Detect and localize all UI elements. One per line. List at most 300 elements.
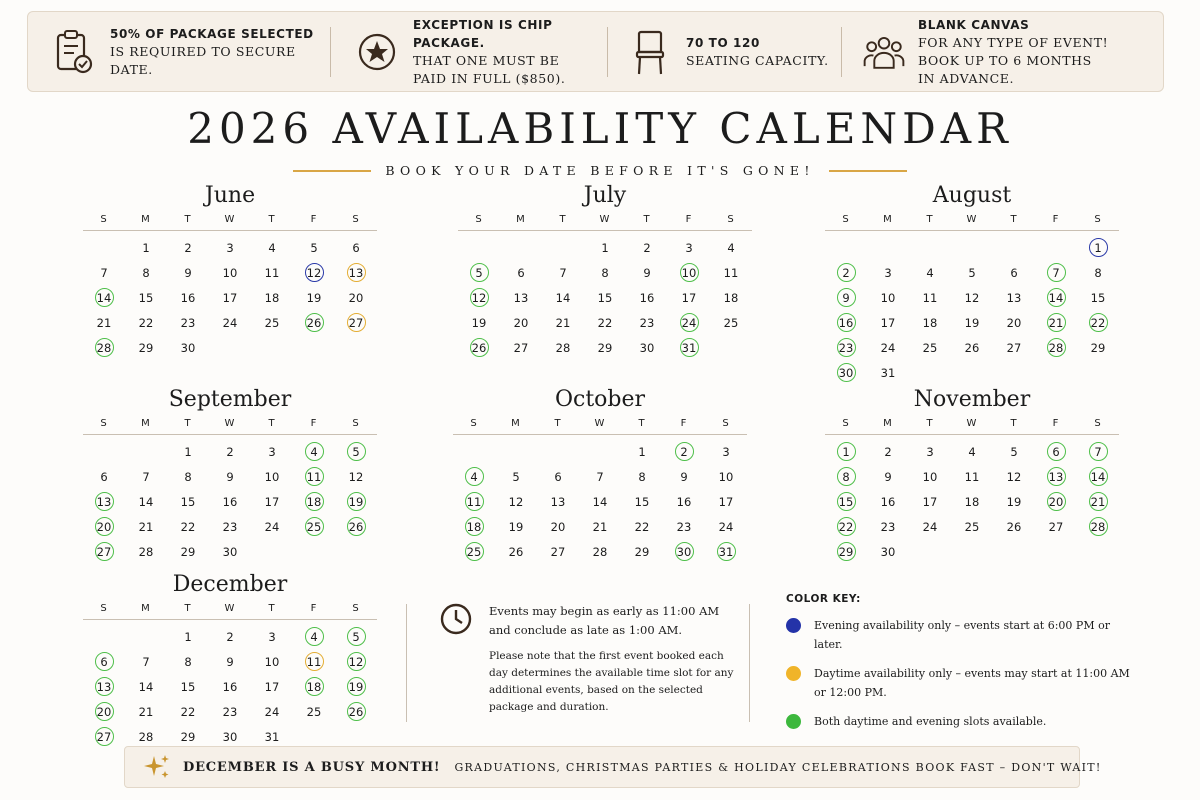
available-day-both[interactable] <box>335 439 377 464</box>
week-row <box>458 310 752 335</box>
day-number: 7 <box>142 654 150 669</box>
day-number: 11 <box>465 492 484 511</box>
day-grid <box>458 231 752 360</box>
calendar-day <box>335 464 377 489</box>
calendar-day <box>500 260 542 285</box>
hours-note: Please note that the first event booked each day determines the available time slot for any additional events, based on the selected package and duration. <box>489 650 734 713</box>
available-day-both[interactable] <box>335 624 377 649</box>
chip-line-1: THAT ONE MUST BE <box>413 52 560 68</box>
calendar-day <box>621 464 663 489</box>
calendar-day <box>867 439 909 464</box>
calendar-day <box>626 310 668 335</box>
page-title: 2026 AVAILABILITY CALENDAR <box>187 104 1013 153</box>
empty-day <box>542 235 584 260</box>
day-number: 15 <box>180 494 196 509</box>
empty-day <box>1035 235 1077 260</box>
available-day-both[interactable] <box>458 335 500 360</box>
key-daytime-text: Daytime availability only – events may start at 11:00 AM or 12:00 PM. <box>814 667 1130 699</box>
day-number: 25 <box>964 519 980 534</box>
available-day-both[interactable] <box>83 649 125 674</box>
day-number: 15 <box>1090 290 1106 305</box>
calendar-day <box>993 514 1035 539</box>
calendar-day <box>1077 260 1119 285</box>
calendar-day <box>710 310 752 335</box>
day-number: 19 <box>347 492 366 511</box>
calendar-day <box>251 235 293 260</box>
weekday-header <box>458 210 752 231</box>
day-number: 9 <box>643 265 651 280</box>
day-number: 10 <box>222 265 238 280</box>
calendar-day <box>537 539 579 564</box>
available-day-both[interactable] <box>1077 489 1119 514</box>
day-number: 13 <box>513 290 529 305</box>
available-day-both[interactable] <box>1035 310 1077 335</box>
weekday-label: T <box>554 418 562 429</box>
available-day-both[interactable] <box>825 489 867 514</box>
day-number: 8 <box>837 467 856 486</box>
month-title: August <box>932 183 1012 208</box>
calendar-day <box>83 310 125 335</box>
available-day-both[interactable] <box>825 439 867 464</box>
calendar-day <box>710 285 752 310</box>
subtitle-row <box>0 163 1200 178</box>
available-day-both[interactable] <box>83 285 125 310</box>
calendar-day <box>579 514 621 539</box>
day-number: 13 <box>95 492 114 511</box>
calendar-day <box>1077 285 1119 310</box>
day-number: 7 <box>142 469 150 484</box>
weekday-header <box>83 599 377 620</box>
day-number: 26 <box>347 517 366 536</box>
available-day-both[interactable] <box>453 464 495 489</box>
weekday-label: S <box>1094 214 1102 225</box>
week-row <box>453 439 747 464</box>
day-number: 10 <box>880 290 896 305</box>
day-number: 15 <box>837 492 856 511</box>
month-title: December <box>172 572 288 597</box>
calendar-day <box>167 439 209 464</box>
calendar-day <box>867 489 909 514</box>
day-number: 12 <box>1006 469 1022 484</box>
calendar-day <box>951 310 993 335</box>
weekday-label: S <box>470 418 478 429</box>
day-number: 15 <box>180 679 196 694</box>
available-day-both[interactable] <box>705 539 747 564</box>
star-badge-icon <box>355 30 399 74</box>
blank-canvas-info <box>842 12 1142 91</box>
day-number: 17 <box>264 494 280 509</box>
day-number: 2 <box>643 240 651 255</box>
day-number: 5 <box>310 240 318 255</box>
day-number: 21 <box>96 315 112 330</box>
calendar-day <box>668 285 710 310</box>
yellow-dot-icon <box>786 666 801 681</box>
day-number: 11 <box>305 652 324 671</box>
calendar-day <box>1077 335 1119 360</box>
available-day-both[interactable] <box>1077 439 1119 464</box>
calendar-day <box>167 335 209 360</box>
day-number: 1 <box>837 442 856 461</box>
calendar-day <box>909 335 951 360</box>
calendar-day <box>579 464 621 489</box>
day-number: 31 <box>264 729 280 744</box>
available-day-both[interactable] <box>663 539 705 564</box>
available-day-both[interactable] <box>1035 439 1077 464</box>
clock-icon <box>439 602 473 642</box>
week-row <box>825 439 1119 464</box>
empty-day <box>335 539 377 564</box>
empty-day <box>1035 360 1077 385</box>
day-number: 14 <box>1089 467 1108 486</box>
day-number: 22 <box>138 315 154 330</box>
week-row <box>83 489 377 514</box>
weekday-label: F <box>685 214 693 225</box>
weekday-header <box>825 414 1119 435</box>
month-june <box>83 182 377 360</box>
day-grid <box>825 231 1119 385</box>
day-number: 15 <box>597 290 613 305</box>
available-day-daytime[interactable] <box>335 260 377 285</box>
day-number: 9 <box>680 469 688 484</box>
available-day-both[interactable] <box>825 335 867 360</box>
day-number: 23 <box>837 338 856 357</box>
calendar-day <box>626 260 668 285</box>
day-number: 12 <box>964 290 980 305</box>
calendar-day <box>251 699 293 724</box>
week-row <box>83 699 377 724</box>
calendar-day <box>251 285 293 310</box>
day-number: 14 <box>555 290 571 305</box>
available-day-both[interactable] <box>453 514 495 539</box>
week-row <box>453 464 747 489</box>
available-day-both[interactable] <box>83 674 125 699</box>
day-number: 5 <box>1010 444 1018 459</box>
calendar-day <box>167 649 209 674</box>
calendar-day <box>495 514 537 539</box>
calendar-day <box>584 285 626 310</box>
chair-icon <box>628 30 672 74</box>
week-row <box>825 310 1119 335</box>
day-number: 6 <box>100 469 108 484</box>
calendar-day <box>251 514 293 539</box>
available-day-both[interactable] <box>668 310 710 335</box>
available-day-both[interactable] <box>825 464 867 489</box>
calendar-day <box>867 310 909 335</box>
weekday-label: M <box>141 214 151 225</box>
weekday-header <box>83 414 377 435</box>
day-number: 8 <box>638 469 646 484</box>
day-number: 8 <box>184 654 192 669</box>
available-day-both[interactable] <box>458 260 500 285</box>
calendar-day <box>167 674 209 699</box>
calendar-day <box>621 439 663 464</box>
day-number: 12 <box>347 652 366 671</box>
day-number: 12 <box>508 494 524 509</box>
available-day-both[interactable] <box>1035 489 1077 514</box>
available-day-both[interactable] <box>458 285 500 310</box>
calendar-day <box>537 514 579 539</box>
weekday-label: W <box>594 418 606 429</box>
empty-day <box>495 439 537 464</box>
canvas-line-2: BOOK UP TO 6 MONTHS <box>918 52 1092 68</box>
available-day-both[interactable] <box>293 624 335 649</box>
day-number: 23 <box>180 315 196 330</box>
week-row <box>453 539 747 564</box>
calendar-day <box>621 514 663 539</box>
day-number: 4 <box>727 240 735 255</box>
available-day-both[interactable] <box>1035 285 1077 310</box>
empty-day <box>993 360 1035 385</box>
calendar-day <box>125 699 167 724</box>
day-number: 11 <box>305 467 324 486</box>
deposit-info <box>28 12 330 91</box>
week-row <box>453 489 747 514</box>
empty-day <box>1035 539 1077 564</box>
day-number: 27 <box>347 313 366 332</box>
day-number: 7 <box>100 265 108 280</box>
available-day-both[interactable] <box>453 539 495 564</box>
day-number: 21 <box>555 315 571 330</box>
available-day-both[interactable] <box>453 489 495 514</box>
weekday-label: M <box>511 418 521 429</box>
calendar-day <box>251 674 293 699</box>
weekday-label: S <box>722 418 730 429</box>
day-number: 26 <box>347 702 366 721</box>
week-row <box>825 489 1119 514</box>
month-november <box>825 386 1119 564</box>
calendar-day <box>251 310 293 335</box>
calendar-day <box>909 310 951 335</box>
available-day-both[interactable] <box>825 285 867 310</box>
available-day-both[interactable] <box>825 310 867 335</box>
day-number: 4 <box>968 444 976 459</box>
capacity-heading: 70 TO 120 <box>686 35 760 50</box>
weekday-label: S <box>475 214 483 225</box>
available-day-both[interactable] <box>335 514 377 539</box>
notice-heading: DECEMBER IS A BUSY MONTH! <box>183 759 441 775</box>
weekday-label: S <box>100 214 108 225</box>
available-day-both[interactable] <box>83 335 125 360</box>
week-row <box>83 649 377 674</box>
weekday-header <box>453 414 747 435</box>
week-row <box>83 514 377 539</box>
empty-day <box>825 235 867 260</box>
calendar-day <box>867 285 909 310</box>
empty-day <box>579 439 621 464</box>
day-number: 9 <box>884 469 892 484</box>
available-day-both[interactable] <box>335 674 377 699</box>
week-row <box>83 260 377 285</box>
calendar-day <box>710 260 752 285</box>
day-number: 1 <box>184 444 192 459</box>
available-day-both[interactable] <box>825 360 867 385</box>
day-number: 12 <box>470 288 489 307</box>
day-number: 19 <box>508 519 524 534</box>
week-row <box>458 335 752 360</box>
calendar-day <box>537 489 579 514</box>
calendar-day <box>209 699 251 724</box>
calendar-day <box>584 335 626 360</box>
day-number: 14 <box>138 494 154 509</box>
available-day-both[interactable] <box>335 649 377 674</box>
day-number: 13 <box>550 494 566 509</box>
day-number: 16 <box>676 494 692 509</box>
available-day-both[interactable] <box>293 464 335 489</box>
calendar-day <box>909 464 951 489</box>
weekday-label: S <box>1094 418 1102 429</box>
day-number: 7 <box>559 265 567 280</box>
day-number: 20 <box>95 702 114 721</box>
day-grid <box>83 620 377 749</box>
day-number: 2 <box>226 444 234 459</box>
available-day-both[interactable] <box>1077 514 1119 539</box>
day-number: 9 <box>837 288 856 307</box>
calendar-day <box>167 699 209 724</box>
day-number: 11 <box>264 265 280 280</box>
weekday-label: S <box>842 418 850 429</box>
deposit-line: IS REQUIRED TO SECURE DATE. <box>110 43 296 77</box>
weekday-label: T <box>268 214 276 225</box>
chip-heading: EXCEPTION IS CHIP PACKAGE. <box>413 17 553 50</box>
calendar-day <box>993 464 1035 489</box>
day-number: 16 <box>180 290 196 305</box>
available-day-both[interactable] <box>825 260 867 285</box>
available-day-both[interactable] <box>668 260 710 285</box>
calendar-day <box>495 539 537 564</box>
clipboard-check-icon <box>52 30 96 74</box>
calendar-day <box>458 310 500 335</box>
available-day-both[interactable] <box>1077 310 1119 335</box>
day-number: 23 <box>222 519 238 534</box>
available-day-both[interactable] <box>335 699 377 724</box>
available-day-both[interactable] <box>668 335 710 360</box>
week-row <box>825 464 1119 489</box>
day-number: 3 <box>226 240 234 255</box>
capacity-info <box>608 12 841 91</box>
calendar-day <box>951 489 993 514</box>
available-day-both[interactable] <box>293 310 335 335</box>
weekday-label: T <box>184 418 192 429</box>
calendar-day <box>125 285 167 310</box>
day-number: 25 <box>723 315 739 330</box>
week-row <box>825 260 1119 285</box>
day-number: 25 <box>465 542 484 561</box>
day-number: 24 <box>880 340 896 355</box>
day-number: 18 <box>465 517 484 536</box>
available-day-both[interactable] <box>83 489 125 514</box>
day-grid <box>83 435 377 564</box>
week-row <box>83 310 377 335</box>
weekday-label: S <box>100 603 108 614</box>
gold-rule-left <box>293 170 371 172</box>
empty-day <box>293 539 335 564</box>
available-day-both[interactable] <box>825 514 867 539</box>
day-number: 17 <box>718 494 734 509</box>
day-number: 2 <box>184 240 192 255</box>
available-day-both[interactable] <box>293 674 335 699</box>
day-number: 20 <box>348 290 364 305</box>
weekday-label: W <box>599 214 611 225</box>
day-number: 6 <box>517 265 525 280</box>
month-july <box>458 182 752 360</box>
available-day-both[interactable] <box>83 699 125 724</box>
available-day-both[interactable] <box>83 539 125 564</box>
day-number: 3 <box>722 444 730 459</box>
deposit-heading: 50% OF PACKAGE SELECTED <box>110 26 314 41</box>
weekday-label: S <box>842 214 850 225</box>
day-number: 19 <box>964 315 980 330</box>
available-day-both[interactable] <box>1035 260 1077 285</box>
calendar-day <box>584 235 626 260</box>
day-number: 4 <box>465 467 484 486</box>
calendar-day <box>209 235 251 260</box>
day-number: 24 <box>718 519 734 534</box>
available-day-both[interactable] <box>83 724 125 749</box>
day-number: 30 <box>837 363 856 382</box>
event-hours-info <box>439 602 739 724</box>
day-grid <box>83 231 377 360</box>
day-number: 6 <box>1010 265 1018 280</box>
day-number: 20 <box>1006 315 1022 330</box>
week-row <box>83 464 377 489</box>
weekday-label: W <box>224 418 236 429</box>
calendar-day <box>167 624 209 649</box>
available-day-evening[interactable] <box>1077 235 1119 260</box>
available-day-daytime[interactable] <box>293 649 335 674</box>
weekday-label: F <box>310 214 318 225</box>
day-number: 15 <box>138 290 154 305</box>
calendar-day <box>663 464 705 489</box>
available-day-both[interactable] <box>293 489 335 514</box>
calendar-day <box>209 489 251 514</box>
month-august <box>825 182 1119 385</box>
color-key-title: COLOR KEY: <box>786 593 861 605</box>
day-number: 9 <box>226 469 234 484</box>
available-day-both[interactable] <box>1035 335 1077 360</box>
key-daytime <box>786 664 1136 702</box>
weekday-label: T <box>926 418 934 429</box>
calendar-day <box>125 235 167 260</box>
available-day-evening[interactable] <box>293 260 335 285</box>
day-number: 2 <box>675 442 694 461</box>
available-day-both[interactable] <box>293 514 335 539</box>
day-number: 29 <box>634 544 650 559</box>
available-day-daytime[interactable] <box>335 310 377 335</box>
calendar-day <box>909 285 951 310</box>
day-number: 26 <box>470 338 489 357</box>
available-day-both[interactable] <box>1077 464 1119 489</box>
available-day-both[interactable] <box>335 489 377 514</box>
available-day-both[interactable] <box>293 439 335 464</box>
available-day-both[interactable] <box>825 539 867 564</box>
calendar-day <box>125 674 167 699</box>
day-number: 18 <box>964 494 980 509</box>
available-day-both[interactable] <box>663 439 705 464</box>
day-number: 14 <box>592 494 608 509</box>
day-number: 31 <box>717 542 736 561</box>
available-day-both[interactable] <box>83 514 125 539</box>
weekday-label: S <box>352 418 360 429</box>
day-number: 14 <box>1047 288 1066 307</box>
day-number: 28 <box>95 338 114 357</box>
day-number: 13 <box>347 263 366 282</box>
calendar-day <box>167 489 209 514</box>
day-number: 21 <box>592 519 608 534</box>
empty-day <box>453 439 495 464</box>
available-day-both[interactable] <box>1035 464 1077 489</box>
day-number: 22 <box>837 517 856 536</box>
key-both <box>786 712 1136 731</box>
